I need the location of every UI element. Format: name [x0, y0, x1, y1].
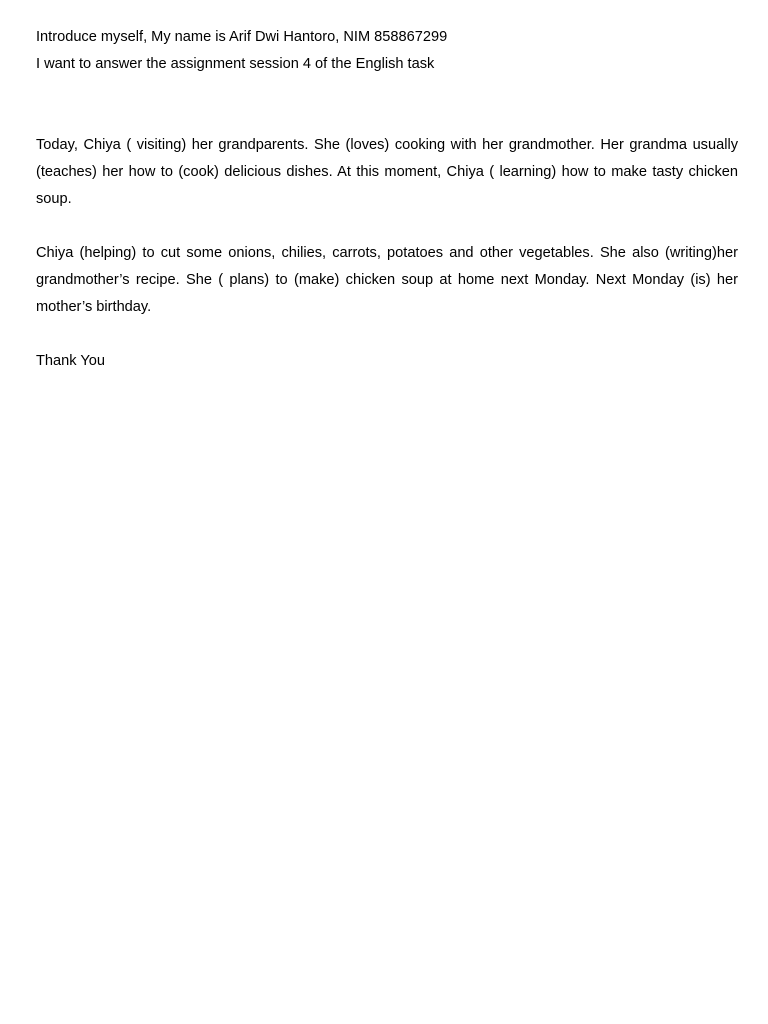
intro-line-purpose: I want to answer the assignment session 4 of the English task [36, 56, 435, 72]
paragraph-recipe: Chiya (helping) to cut some onions, chilies, carrots, potatoes and other vegetables. She also (writing)her grandmother’s recipe. She ( plans) to (make) chicken soup at home next Monday. Next Monday (is) her mother’s birthday. [36, 245, 738, 315]
paragraph-visit: Today, Chiya ( visiting) her grandparents. She (loves) cooking with her grandmother. Her grandma usually (teaches) her how to (cook) delicious dishes. At this moment, Chiya ( learning) how to make tasty chicken soup. [36, 137, 738, 207]
blank-space [36, 78, 738, 132]
intro-line-name: Introduce myself, My name is Arif Dwi Hantoro, NIM 858867299 [36, 29, 448, 45]
paragraph-gap [36, 321, 738, 348]
document-page [36, 24, 738, 375]
paragraph-gap [36, 213, 738, 240]
closing-text: Thank You [36, 353, 105, 369]
